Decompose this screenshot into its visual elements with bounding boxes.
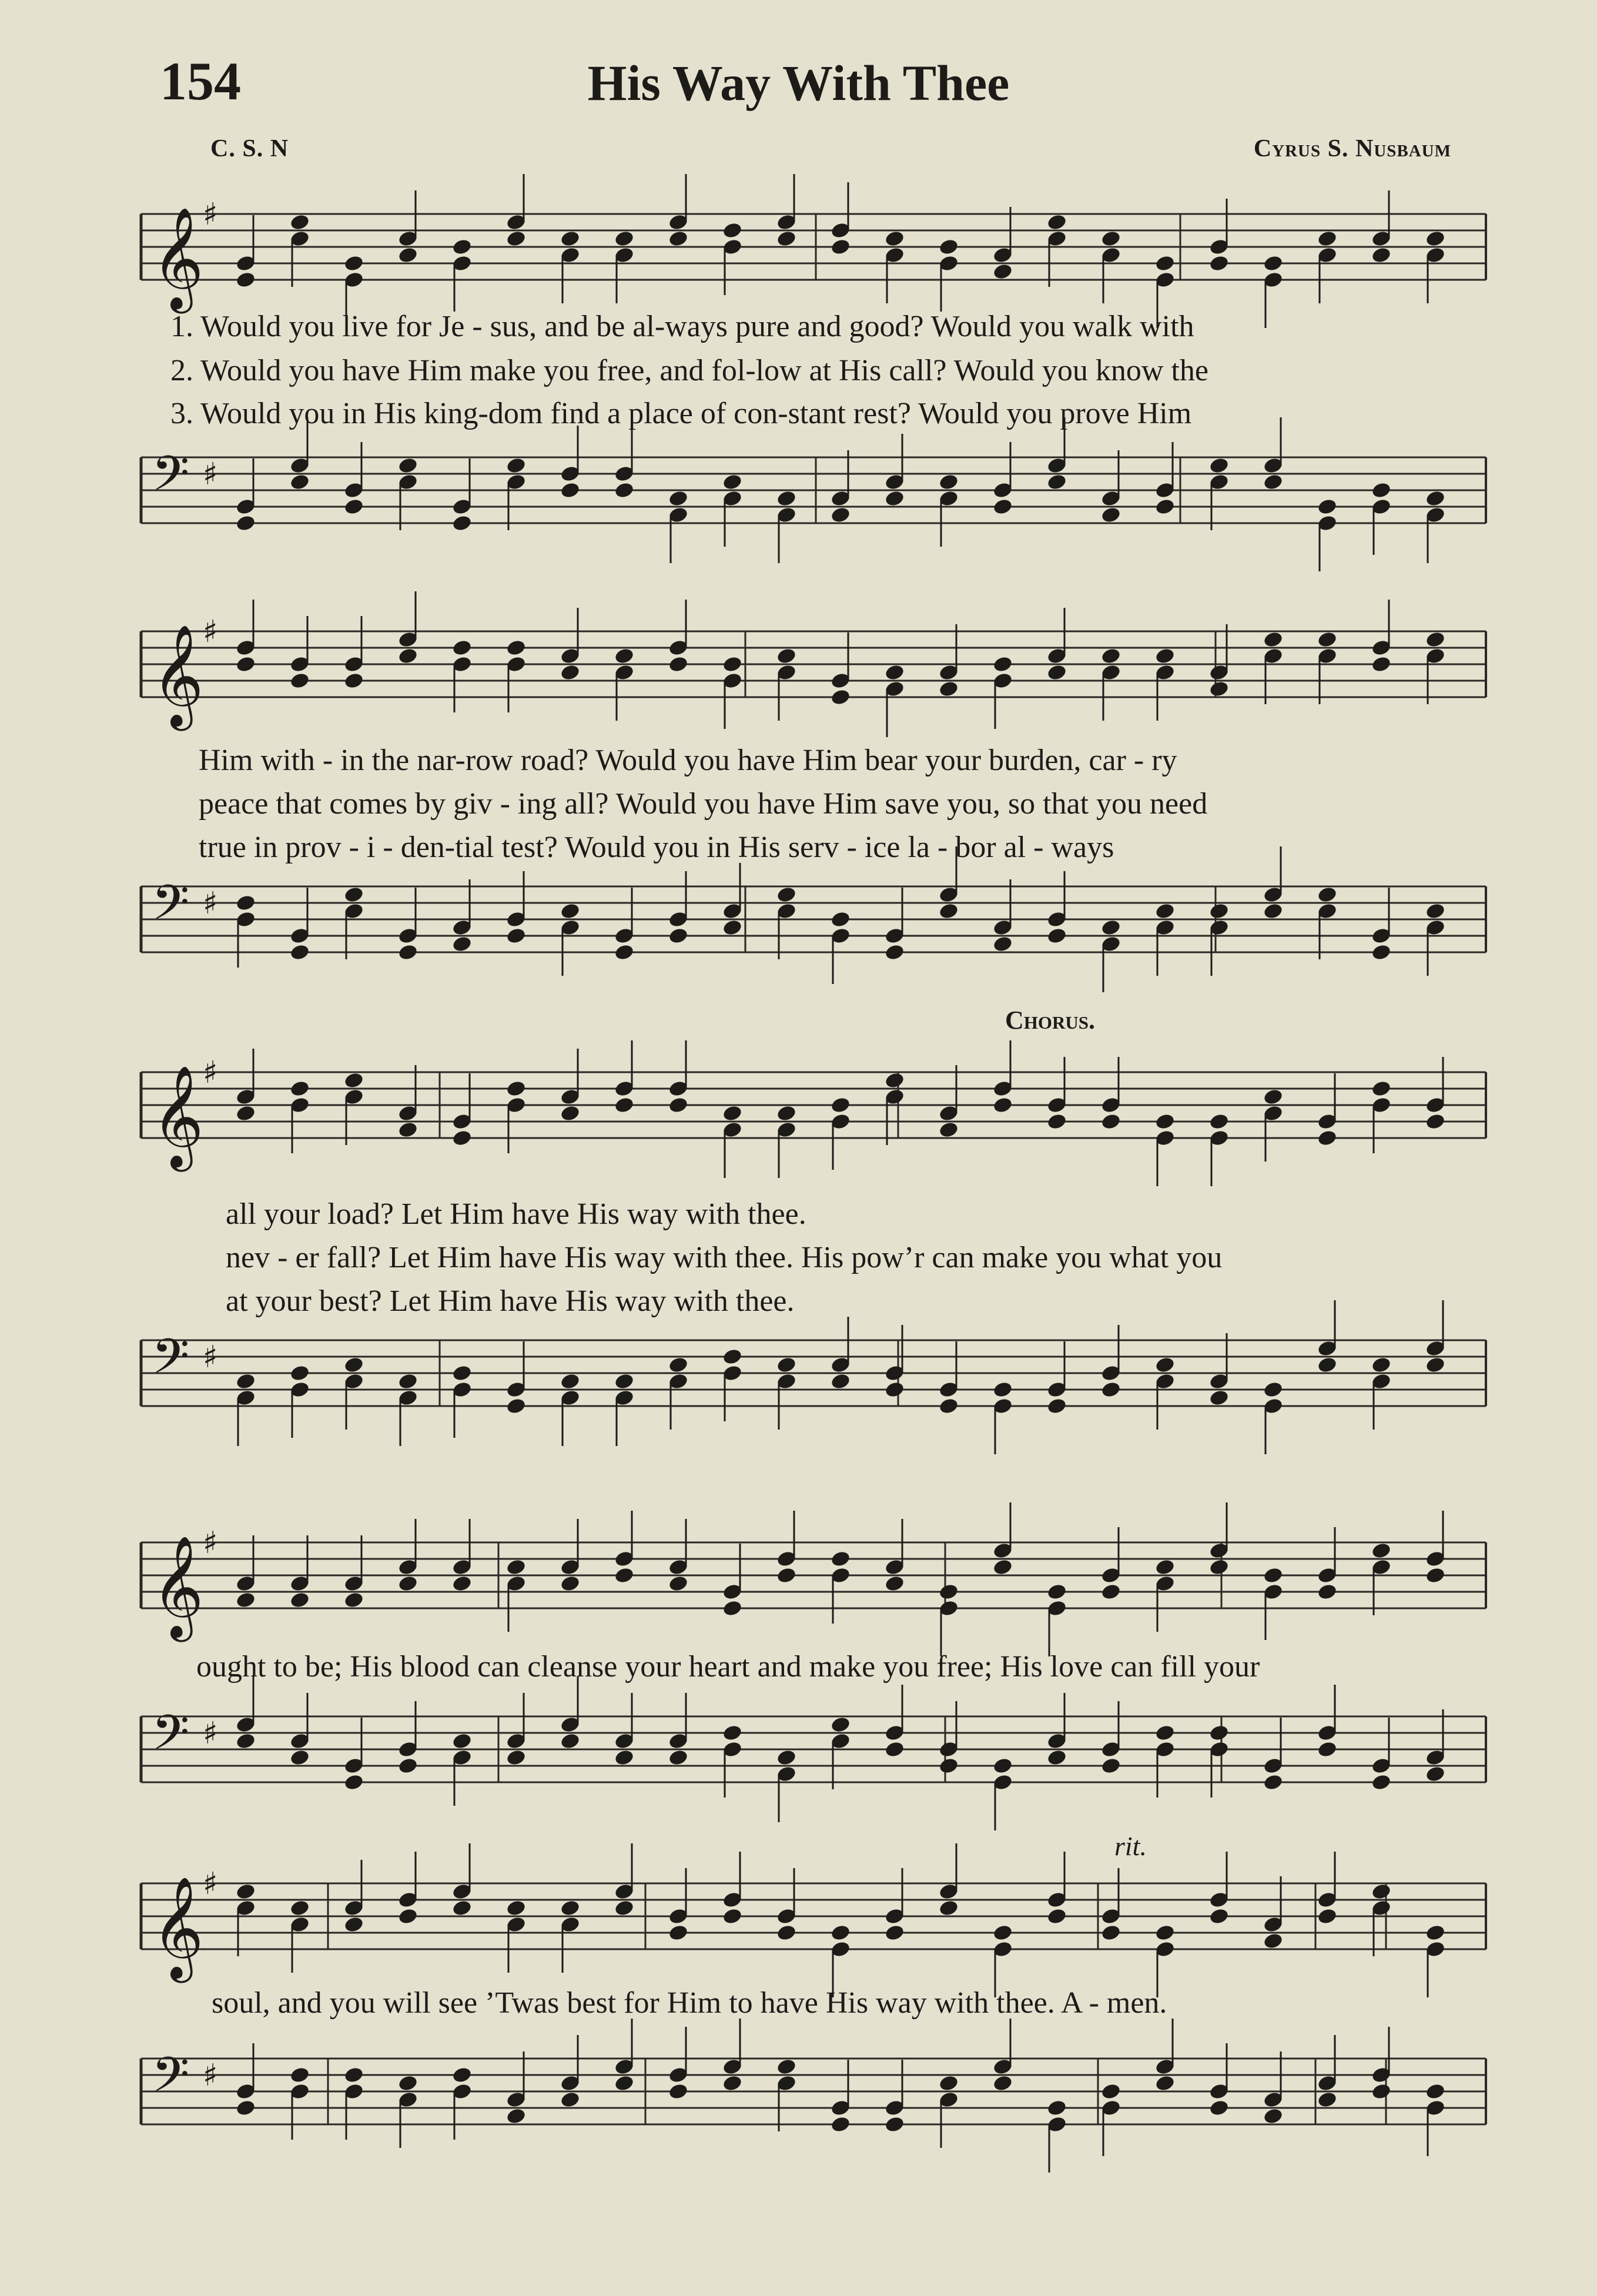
note-head [343,1356,364,1374]
sharp-icon: ♯ [203,2058,218,2093]
note-head [938,1397,959,1415]
note-head [776,490,797,508]
music-system-3 [134,999,1498,1470]
note-head [722,655,743,674]
lyric-line-2-1: Him with - in the nar-row road? Would you have Him bear your burden, car - ry [199,744,1177,777]
note-head [289,213,310,232]
note-head [722,1599,743,1618]
note-head [397,1575,418,1593]
note-head [1208,1389,1230,1407]
note-head [451,1575,473,1593]
lyric-line-4-1: ought to be; His blood can cleanse your heart and make you free; His love can fill your [196,1650,1260,1683]
treble-clef-icon: 𝄞 [152,624,204,727]
note-head [830,688,851,707]
note-head [938,1757,959,1775]
note-head [505,230,527,248]
note-head [560,664,581,682]
note-head [1154,647,1176,665]
note-head [938,238,959,256]
bass-staff-5 [134,2035,1498,2176]
note-head [235,1732,256,1751]
note-head [776,230,797,248]
note-head [614,1373,635,1391]
music-system-2 [134,582,1498,1005]
note-head [992,1757,1013,1775]
music-system-4 [134,1481,1498,1834]
note-head [992,263,1013,281]
note-head [668,655,689,674]
note-head [1046,1907,1067,1926]
note-head [722,1348,743,1366]
note-head [451,639,473,657]
note-head [938,680,959,698]
note-head [1100,2083,1121,2101]
note-head [830,1096,851,1114]
note-head [397,647,418,665]
note-head [1154,1924,1176,1942]
note-head [560,1899,581,1917]
note-head [451,238,473,256]
note-head [1208,1907,1230,1926]
note-head [776,886,797,904]
note-head [397,1757,418,1775]
note-head [776,2058,797,2076]
sharp-icon: ♯ [203,614,218,650]
note-head [1046,473,1067,491]
note-head [776,1924,797,1942]
note-head [343,1773,364,1792]
note-head [1425,1113,1446,1131]
note-head [1371,246,1392,265]
note-head [451,1129,473,1147]
note-head [235,514,256,533]
note-head [289,1591,310,1609]
note-head [992,1381,1013,1399]
treble-staff-3 [134,1040,1498,1193]
note-head [1425,490,1446,508]
note-head [560,1575,581,1593]
note-head [1425,230,1446,248]
note-head [1263,1773,1284,1792]
note-head [505,1749,527,1767]
sharp-icon: ♯ [203,1525,218,1561]
note-head [1425,631,1446,649]
note-head [235,894,256,912]
note-head [668,1096,689,1114]
note-head [1371,1773,1392,1792]
note-head [1317,1741,1338,1759]
note-head [1371,2083,1392,2101]
note-head [1046,1749,1067,1767]
note-head [1371,943,1392,962]
note-head [884,1381,905,1399]
note-head [289,1899,310,1917]
note-head [1100,1924,1121,1942]
note-head [560,481,581,500]
note-head [1154,255,1176,273]
note-head [722,222,743,240]
note-head [235,1105,256,1123]
note-head [289,672,310,690]
note-head [830,1924,851,1942]
note-head [397,943,418,962]
note-head [1154,1356,1176,1374]
note-head [1371,1883,1392,1901]
note-head [776,1356,797,1374]
note-head [1371,1356,1392,1374]
note-head [1263,902,1284,921]
note-head [289,2066,310,2084]
note-head [722,1724,743,1742]
note-head [668,2083,689,2101]
note-head [614,1567,635,1585]
note-head [505,639,527,657]
note-head [776,1749,797,1767]
note-head [1208,457,1230,475]
note-head [992,935,1013,953]
note-head [830,2116,851,2134]
note-head [668,1356,689,1374]
lyric-line-3-3: at your best? Let Him have His way with thee. [226,1284,795,1318]
note-head [343,672,364,690]
lyric-line-3-1: all your load? Let Him have His way with thee. [226,1197,806,1231]
note-head [451,514,473,533]
note-head [992,498,1013,516]
note-head [938,1899,959,1917]
note-head [1208,2099,1230,2117]
bass-clef-icon: 𝄢 [152,1328,190,1397]
note-head [1208,1558,1230,1577]
note-head [1100,919,1121,937]
note-head [1208,1113,1230,1131]
note-head [722,1907,743,1926]
note-head [1046,1583,1067,1601]
note-head [560,2091,581,2109]
note-head [451,1899,473,1917]
note-head [614,1749,635,1767]
note-head [289,1080,310,1098]
note-head [505,457,527,475]
note-head [505,1558,527,1577]
note-head [938,473,959,491]
note-head [884,1575,905,1593]
note-head [235,655,256,674]
note-head [722,473,743,491]
note-head [1046,664,1067,682]
note-head [1046,213,1067,232]
note-head [397,457,418,475]
note-head [938,902,959,921]
note-head [884,943,905,962]
words-credit: C. S. N [210,135,289,162]
bass-clef-icon: 𝄢 [152,1704,190,1773]
lyric-line-3-2: nev - er fall? Let Him have His way with thee. His pow’r can make you what you [226,1241,1223,1274]
note-head [343,1591,364,1609]
note-head [560,1105,581,1123]
note-head [1154,1113,1176,1131]
note-head [1263,1567,1284,1585]
lyric-line-2-3: true in prov - i - den-tial test? Would you in His serv - ice la - bor al - ways [199,831,1114,864]
note-head [1154,2074,1176,2093]
treble-staff-2 [134,600,1498,747]
note-head [343,2066,364,2084]
note-head [397,1373,418,1391]
note-head [668,490,689,508]
note-head [451,1732,473,1751]
note-head [289,943,310,962]
note-head [343,1072,364,1090]
note-head [560,230,581,248]
note-head [884,1072,905,1090]
music-credit: Cyrus S. Nusbaum [1253,135,1451,162]
note-head [451,935,473,953]
note-head [1100,1381,1121,1399]
note-head [1263,631,1284,649]
note-head [235,2099,256,2117]
note-head [992,1558,1013,1577]
note-head [776,647,797,665]
note-head [722,919,743,937]
note-head [235,271,256,289]
note-head [1100,647,1121,665]
note-head [1100,1583,1121,1601]
note-head [397,1121,418,1139]
note-head [1263,255,1284,273]
note-head [1425,1765,1446,1783]
note-head [668,1575,689,1593]
note-head [397,1907,418,1926]
note-head [1317,1907,1338,1926]
note-head [1317,1583,1338,1601]
treble-clef-icon: 𝄞 [152,207,204,309]
sharp-icon: ♯ [203,1716,218,1751]
lyric-line-5-1: soul, and you will see ’Twas best for Him to have His way with thee. A - men. [212,1986,1167,2020]
note-head [830,1716,851,1734]
note-head [1263,1381,1284,1399]
note-head [1046,1397,1067,1415]
note-head [884,230,905,248]
note-head [938,2074,959,2093]
note-head [614,481,635,500]
note-head [1317,498,1338,516]
note-head [668,1924,689,1942]
note-head [505,1899,527,1917]
note-head [884,1924,905,1942]
note-head [1046,927,1067,945]
note-head [505,2107,527,2126]
note-head [397,2074,418,2093]
note-head [668,1749,689,1767]
note-head [343,255,364,273]
note-head [1317,1129,1338,1147]
lyric-line-2-2: peace that comes by giv - ing all? Would you have Him save you, so that you need [199,787,1208,821]
note-head [1100,1757,1121,1775]
music-system-5 [134,1816,1498,2193]
note-head [1425,1356,1446,1374]
note-head [1425,1924,1446,1942]
note-head [668,230,689,248]
bass-staff-2 [134,863,1498,998]
note-head [560,1732,581,1751]
note-head [1263,1932,1284,1950]
note-head [938,1121,959,1139]
note-head [1154,498,1176,516]
note-head [1371,1542,1392,1560]
note-head [830,238,851,256]
note-head [614,2074,635,2093]
lyric-line-1-1: 1. Would you live for Je - sus, and be al-ways pure and good? Would you walk with [170,310,1194,343]
note-head [235,1883,256,1901]
note-head [560,902,581,921]
hymn-title: His Way With Thee [587,55,1010,111]
note-head [343,1916,364,1934]
note-head [1208,680,1230,698]
note-head [830,1550,851,1568]
note-head [1263,2107,1284,2126]
sharp-icon: ♯ [203,1055,218,1090]
sharp-icon: ♯ [203,1866,218,1902]
note-head [1208,902,1230,921]
note-head [235,1373,256,1391]
tempo-mark-rit: rit. [1114,1831,1147,1861]
note-head [289,1364,310,1383]
note-head [1425,902,1446,921]
note-head [1371,481,1392,500]
note-head [992,1096,1013,1114]
note-head [938,1583,959,1601]
note-head [1208,1724,1230,1742]
note-head [1263,473,1284,491]
note-head [830,911,851,929]
note-head [1208,255,1230,273]
note-head [505,1080,527,1098]
treble-staff-5 [134,1852,1498,1993]
bass-staff-3 [134,1317,1498,1458]
note-head [668,927,689,945]
note-head [397,246,418,265]
note-head [884,664,905,682]
sharp-icon: ♯ [203,1340,218,1375]
chorus-label: Chorus. [1005,1006,1096,1035]
note-head [1317,230,1338,248]
note-head [884,490,905,508]
treble-clef-icon: 𝄞 [152,1876,204,1979]
treble-staff-1 [134,182,1498,329]
note-head [614,230,635,248]
note-head [1100,506,1121,524]
note-head [776,1105,797,1123]
sharp-icon: ♯ [203,197,218,232]
note-head [343,498,364,516]
note-head [1263,1088,1284,1106]
note-head [1154,1724,1176,1742]
note-head [1425,2083,1446,2101]
note-head [1371,655,1392,674]
note-head [992,2074,1013,2093]
note-head [1100,230,1121,248]
note-head [884,2116,905,2134]
bass-clef-icon: 𝄢 [152,874,190,943]
treble-staff-4 [134,1511,1498,1646]
note-head [1154,902,1176,921]
note-head [884,1741,905,1759]
note-head [992,1924,1013,1942]
lyric-line-1-2: 2. Would you have Him make you free, and fol-low at His call? Would you know the [170,354,1208,387]
note-head [289,473,310,491]
note-head [992,655,1013,674]
note-head [1046,2099,1067,2117]
note-head [1100,1113,1121,1131]
hymn-number: 154 [160,51,241,111]
bass-clef-icon: 𝄢 [152,445,190,514]
note-head [830,506,851,524]
treble-clef-icon: 𝄞 [152,1065,204,1167]
bass-clef-icon: 𝄢 [152,2046,190,2115]
note-head [722,1105,743,1123]
sharp-icon: ♯ [203,457,218,492]
note-head [1317,631,1338,649]
lyric-line-1-3: 3. Would you in His king-dom find a place of con-stant rest? Would you prove Him [170,397,1192,430]
note-head [1046,1113,1067,1131]
note-head [505,1397,527,1415]
note-head [505,927,527,945]
note-head [830,1373,851,1391]
note-head [614,1096,635,1114]
note-head [1154,1558,1176,1577]
bass-staff-4 [134,1693,1498,1834]
music-system-1 [134,153,1498,564]
sharp-icon: ♯ [203,886,218,921]
note-head [1317,886,1338,904]
note-head [1371,1080,1392,1098]
note-head [1425,1567,1446,1585]
note-head [776,1567,797,1585]
bass-staff-1 [134,434,1498,569]
note-head [289,1749,310,1767]
note-head [343,886,364,904]
note-head [614,1899,635,1917]
note-head [614,943,635,962]
note-head [1317,1356,1338,1374]
treble-clef-icon: 𝄞 [152,1535,204,1638]
note-head [451,2066,473,2084]
note-head [560,1373,581,1391]
note-head [614,647,635,665]
note-head [235,1591,256,1609]
note-head [1317,2091,1338,2109]
note-head [451,1364,473,1383]
note-head [722,2074,743,2093]
